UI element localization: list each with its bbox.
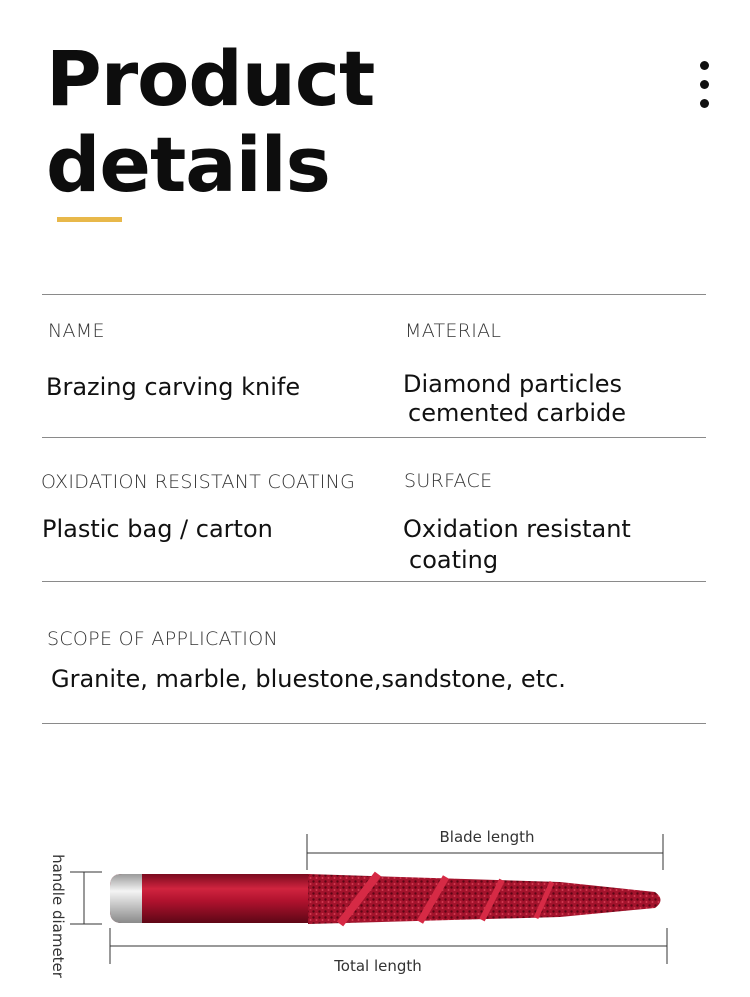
name-label: NAME — [48, 320, 105, 342]
page-title-line2: details — [46, 120, 330, 209]
handle-diameter-label: handle diameter — [49, 854, 67, 978]
divider — [42, 294, 706, 295]
surface-label: SURFACE — [404, 470, 493, 492]
scope-label: SCOPE OF APPLICATION — [47, 628, 278, 650]
name-value: Brazing carving knife — [46, 373, 301, 401]
material-value-line2: cemented carbide — [408, 399, 627, 427]
surface-value-line2: coating — [409, 546, 499, 574]
total-length-dimension — [110, 928, 667, 975]
more-vertical-icon[interactable] — [695, 58, 715, 110]
scope-value: Granite, marble, bluestone,sandstone, etc. — [51, 665, 566, 693]
material-label: MATERIAL — [405, 320, 502, 342]
divider — [42, 723, 706, 724]
material-value-line1: Diamond particles — [403, 370, 623, 398]
total-length-label: Total length — [334, 957, 422, 975]
title-accent-bar — [57, 217, 122, 222]
coating-label: OXIDATION RESISTANT COATING — [41, 471, 356, 493]
menu-dot — [700, 99, 709, 108]
tool-dimension-diagram — [0, 820, 750, 997]
blade-length-label: Blade length — [439, 828, 535, 846]
coating-value: Plastic bag / carton — [42, 515, 273, 543]
divider — [42, 437, 706, 438]
menu-dot — [700, 80, 709, 89]
handle-diameter-dimension — [49, 854, 102, 979]
blade-length-dimension — [307, 828, 663, 870]
page-title — [46, 36, 374, 208]
divider — [42, 581, 706, 582]
menu-dot — [700, 61, 709, 70]
page-title-line1: Product — [46, 34, 375, 123]
surface-value-line1: Oxidation resistant — [403, 515, 631, 543]
carving-knife-illustration — [110, 874, 661, 924]
